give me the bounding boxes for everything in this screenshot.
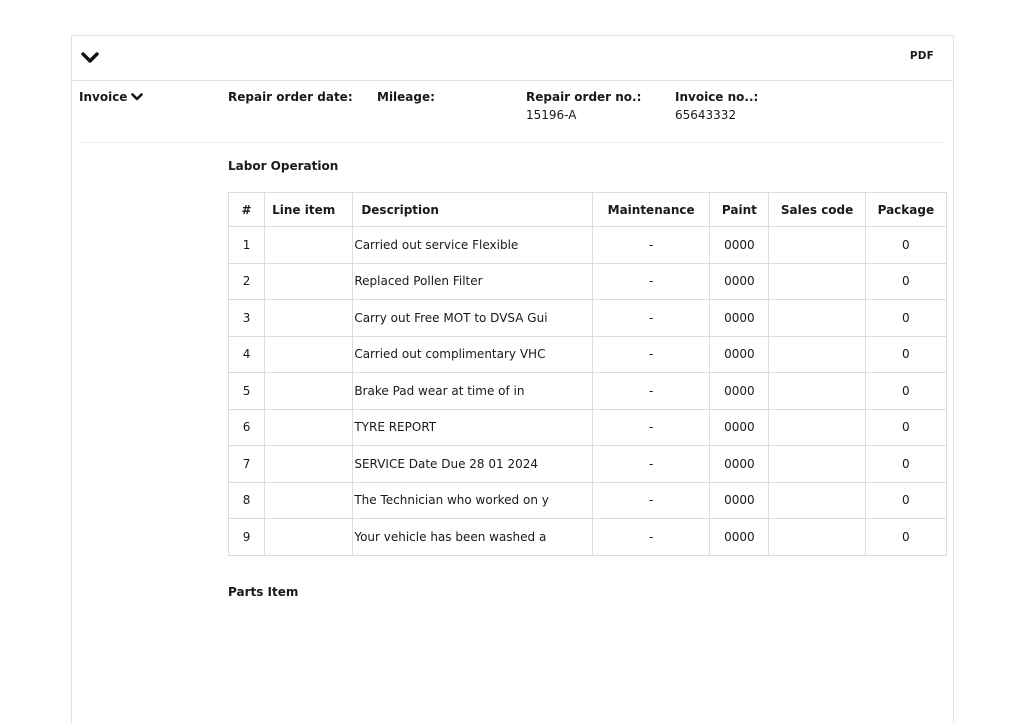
cell-paint: 0000 [710,446,769,483]
cell-line-item [265,409,353,446]
table-header-row [229,193,947,227]
cell-package: 0 [865,409,946,446]
repair-order-no-label: Repair order no.: [526,90,642,104]
table-row [229,409,947,446]
cell-line-item [265,519,353,556]
cell-paint: 0000 [710,300,769,337]
cell-line-item [265,336,353,373]
cell-sales-code [769,300,865,337]
cell-package: 0 [865,263,946,300]
column-header-package: Package [865,193,946,227]
cell-paint: 0000 [710,409,769,446]
cell-maintenance: - [592,519,709,556]
cell-description: Replaced Pollen Filter [353,263,593,300]
cell-maintenance: - [592,373,709,410]
cell-paint: 0000 [710,227,769,264]
divider [80,142,945,143]
cell-line-item [265,227,353,264]
cell-description: The Technician who worked on y [353,482,593,519]
cell-maintenance: - [592,263,709,300]
cell-maintenance: - [592,300,709,337]
cell-description: TYRE REPORT [353,409,593,446]
cell-number: 8 [229,482,265,519]
cell-paint: 0000 [710,373,769,410]
invoice-heading: Invoice [79,90,128,104]
cell-package: 0 [865,446,946,483]
chevron-down-icon [131,92,143,102]
column-header-paint: Paint [710,193,769,227]
cell-sales-code [769,446,865,483]
cell-sales-code [769,336,865,373]
collapse-toggle-chevron-down-icon[interactable] [81,50,99,66]
table-row [229,482,947,519]
table-row [229,519,947,556]
invoice-no-label: Invoice no..: [675,90,759,104]
cell-package: 0 [865,482,946,519]
cell-package: 0 [865,336,946,373]
cell-maintenance: - [592,446,709,483]
cell-maintenance: - [592,227,709,264]
labor-operation-table [228,192,947,556]
labor-operation-title: Labor Operation [228,159,339,173]
repair-order-date-label: Repair order date: [228,90,353,104]
cell-number: 5 [229,373,265,410]
repair-order-no-value: 15196-A [526,108,577,122]
table-row [229,446,947,483]
cell-description: Carried out service Flexible [353,227,593,264]
table-row [229,373,947,410]
cell-number: 9 [229,519,265,556]
cell-number: 4 [229,336,265,373]
cell-description: Your vehicle has been washed a [353,519,593,556]
column-header-maintenance: Maintenance [592,193,709,227]
cell-sales-code [769,519,865,556]
cell-number: 6 [229,409,265,446]
cell-paint: 0000 [710,336,769,373]
cell-sales-code [769,227,865,264]
cell-package: 0 [865,227,946,264]
cell-line-item [265,300,353,337]
cell-paint: 0000 [710,263,769,300]
cell-maintenance: - [592,482,709,519]
invoice-no-value: 65643332 [675,108,737,122]
cell-number: 7 [229,446,265,483]
column-header-number: # [229,193,265,227]
cell-description: Carry out Free MOT to DVSA Gui [353,300,593,337]
table-row [229,336,947,373]
table-row [229,300,947,337]
cell-description: SERVICE Date Due 28 01 2024 [353,446,593,483]
cell-description: Carried out complimentary VHC [353,336,593,373]
cell-sales-code [769,409,865,446]
pdf-download-link[interactable]: PDF [909,50,934,62]
column-header-sales-code: Sales code [769,193,865,227]
cell-sales-code [769,263,865,300]
parts-item-title: Parts Item [228,585,299,599]
column-header-line-item: Line item [265,193,353,227]
cell-line-item [265,446,353,483]
cell-package: 0 [865,519,946,556]
cell-number: 2 [229,263,265,300]
cell-paint: 0000 [710,482,769,519]
cell-line-item [265,482,353,519]
cell-paint: 0000 [710,519,769,556]
invoice-card [71,35,954,723]
cell-number: 3 [229,300,265,337]
cell-maintenance: - [592,409,709,446]
cell-package: 0 [865,373,946,410]
invoice-section-toggle[interactable] [79,90,143,104]
table-row [229,263,947,300]
cell-number: 1 [229,227,265,264]
cell-maintenance: - [592,336,709,373]
cell-line-item [265,263,353,300]
cell-line-item [265,373,353,410]
cell-description: Brake Pad wear at time of in [353,373,593,410]
cell-sales-code [769,373,865,410]
mileage-label: Mileage: [377,90,435,104]
cell-sales-code [769,482,865,519]
table-row [229,227,947,264]
column-header-description: Description [353,193,593,227]
cell-package: 0 [865,300,946,337]
top-bar [72,36,953,81]
